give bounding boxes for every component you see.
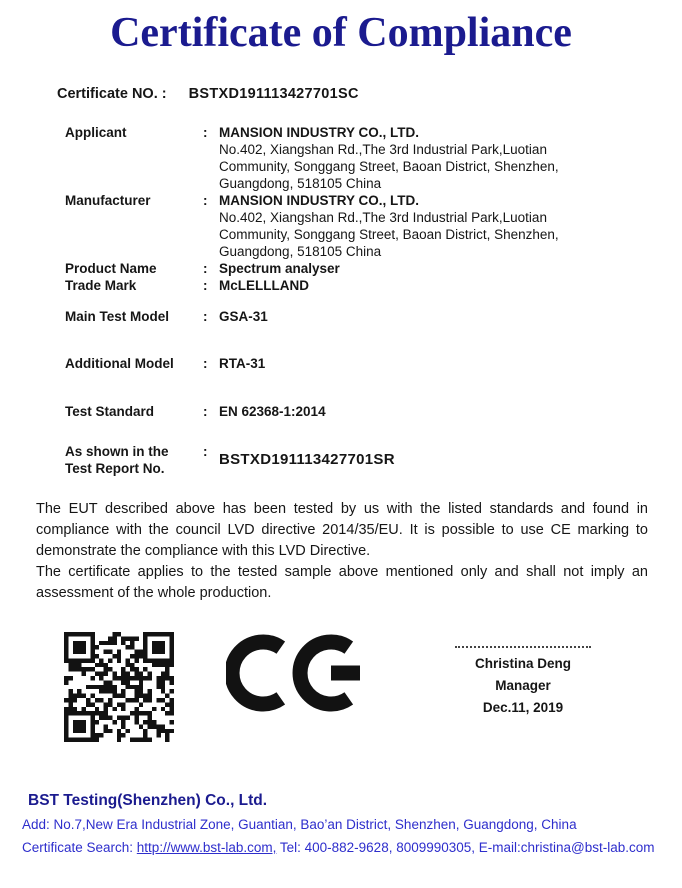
manufacturer-company: MANSION INDUSTRY CO., LTD. (219, 193, 420, 208)
field-row-test-report-no (65, 443, 682, 477)
trade-mark-value: McLELLLAND (219, 278, 309, 293)
field-row-product-name (65, 260, 682, 277)
certificate-fields (0, 124, 682, 477)
field-row-additional-model (65, 355, 682, 372)
lab-contact-info: Tel: 400-882-9628, 8009990305, E-mail:christina@bst-lab.com (276, 840, 655, 855)
applicant-address-line: Guangdong, 518105 China (219, 176, 382, 191)
signature-block (438, 646, 608, 719)
colon: : (203, 404, 208, 419)
applicant-value (219, 124, 559, 192)
footer (0, 792, 682, 855)
test-standard-value: EN 62368-1:2014 (219, 404, 326, 419)
applicant-address-line: No.402, Xiangshan Rd.,The 3rd Industrial Park,Luotian (219, 142, 547, 157)
field-row-manufacturer (65, 192, 682, 260)
additional-model-value: RTA-31 (219, 356, 266, 371)
product-name-value: Spectrum analyser (219, 261, 340, 276)
ce-mark-icon (226, 632, 366, 714)
colon: : (203, 309, 208, 324)
page-title: Certificate of Compliance (110, 10, 572, 56)
statement-paragraph-2: The certificate applies to the tested sample above mentioned only and shall not imply an assessment of the whole production. (36, 564, 648, 601)
colon: : (203, 125, 208, 140)
signature-line (455, 646, 591, 648)
applicant-label: Applicant (65, 125, 127, 140)
certificate-number-row (0, 86, 682, 102)
signatory-name: Christina Deng (474, 656, 571, 671)
certificate-number-label: Certificate NO. : (57, 86, 167, 102)
additional-model-label: Additional Model (65, 356, 174, 371)
test-report-label-line2: Test Report No. (65, 461, 165, 476)
certificate-search-label: Certificate Search: (22, 840, 137, 855)
certificate-search-link[interactable]: http://www.bst-lab.com, (136, 840, 277, 855)
colon: : (203, 193, 208, 208)
marks-row (0, 632, 682, 742)
applicant-address-line: Community, Songgang Street, Baoan District, Shenzhen, (219, 159, 559, 174)
main-test-model-value: GSA-31 (219, 309, 268, 324)
colon: : (203, 444, 208, 459)
field-row-trade-mark (65, 277, 682, 294)
colon: : (203, 278, 208, 293)
qr-code (64, 632, 174, 742)
manufacturer-address-line: Guangdong, 518105 China (219, 244, 382, 259)
product-name-label: Product Name (65, 261, 157, 276)
manufacturer-label: Manufacturer (65, 193, 151, 208)
lab-address: Add: No.7,New Era Industrial Zone, Guantian, Bao’an District, Shenzhen, Guangdong, China (22, 817, 577, 832)
test-standard-label: Test Standard (65, 404, 155, 419)
signatory-title: Manager (495, 678, 551, 693)
signature-date: Dec.11, 2019 (482, 700, 564, 715)
applicant-company: MANSION INDUSTRY CO., LTD. (219, 125, 420, 140)
trade-mark-label: Trade Mark (65, 278, 137, 293)
manufacturer-address-line: Community, Songgang Street, Baoan District, Shenzhen, (219, 227, 559, 242)
certificate-search-line (22, 840, 682, 855)
manufacturer-value (219, 192, 559, 260)
test-report-value: BSTXD191113427701SR (219, 451, 395, 468)
test-report-label-line1: As shown in the (65, 444, 169, 459)
compliance-statement (0, 499, 682, 604)
colon: : (203, 261, 208, 276)
statement-paragraph-1: The EUT described above has been tested by us with the listed standards and found in compliance with the council LVD directive 2014/35/EU. It is possible to use CE marking to demonstrate the compliance with this LVD Directive. (36, 501, 648, 559)
field-row-main-test-model (65, 308, 682, 325)
lab-company-name: BST Testing(Shenzhen) Co., Ltd. (28, 792, 268, 809)
main-test-model-label: Main Test Model (65, 309, 170, 324)
manufacturer-address-line: No.402, Xiangshan Rd.,The 3rd Industrial Park,Luotian (219, 210, 547, 225)
field-row-applicant (65, 124, 682, 192)
field-row-test-standard (65, 403, 682, 420)
test-report-label (65, 443, 203, 477)
colon: : (203, 356, 208, 371)
certificate-number-value: BSTXD191113427701SC (188, 86, 359, 102)
